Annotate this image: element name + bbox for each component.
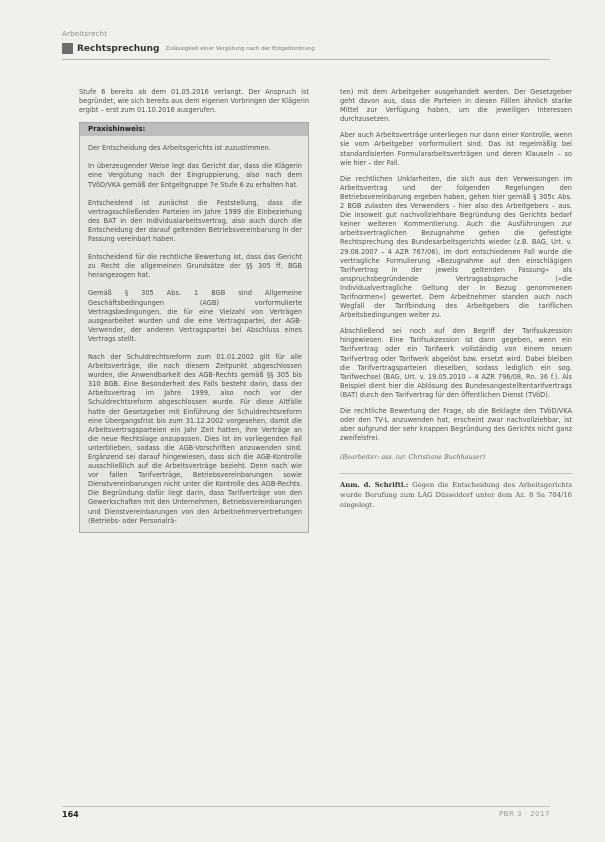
praxis-paragraph: In überzeugender Weise legt das Gericht dar, dass die Klägerin eine Vergütung nach der Eingruppierung, also nach dem TVöD/VKA gemäß der Entgeltgruppe 7e Stufe 6 zu erhalten hat.: [88, 162, 302, 189]
left-column: [79, 88, 309, 533]
section-label: Arbeitsrecht: [62, 30, 108, 38]
praxis-paragraph: Der Entscheidung des Arbeitsgerichts ist zuzustimmen.: [88, 144, 271, 153]
praxis-paragraph: Entscheidend für die rechtliche Bewertung ist, dass das Gericht zu Recht die allgemeinen Grundsätze der §§ 305 ff. BGB herangezogen hat.: [88, 253, 302, 280]
praxis-box: [79, 122, 309, 532]
note-label: Anm. d. Schriftl.:: [340, 481, 409, 490]
header-subtitle: Zulässigkeit einer Vergütung nach der Entgeltordnung: [165, 45, 315, 52]
praxis-paragraph: Entscheidend ist zunächst die Feststellung, dass die vertragsschließenden Parteien im Jahre 1999 die Einbeziehung des BAT in den Individualarbeitsvertrag, also auch durch die Entscheidung der darauf geltenden Betriebsvereinbarung in der Fassung vereinbart haben.: [88, 198, 302, 244]
editor-note: [340, 481, 572, 510]
body-paragraph: Die rechtliche Bewertung der Frage, ob die Beklagte den TVöD/VKA oder den TV-L anzuwenden hat, erscheint zwar nachvollziehbar, ist aber aufgrund der sehr knappen Begründung des Gerichts nicht ganz zweifelsfrei.: [340, 407, 572, 443]
issue-label: PBR 3 · 2017: [498, 810, 550, 818]
body-paragraph: Abschließend sei noch auf den Begriff der Tarifsukzession hingewiesen. Eine Tarifsukzession ist dann gegeben, wenn ein Tarifvertrag oder ein Tarifwerk vollständig von einem neuen Tarifvertrag oder Tarifwerk abgelöst bzw. ersetzt wird. Dabei bleiben die Tarifvertragsparteien dieselben, sodass lediglich ein sog. Tarifwechsel (BAG, Urt. v. 19.05.2010 – 4 AZR 796/08, Rn. 36 f.). Als Beispiel dient hier die Ablösung des Bundesangestelltentarifvertrags (BAT) durch den Tarifvertrag für den öffentlichen Dienst (TVöD).: [340, 327, 572, 399]
praxis-paragraph: Gemäß § 305 Abs. 1 BGB sind Allgemeine Geschäftsbedingungen (AGB) vorformulierte Vertragsbedingungen, die für eine Vielzahl von Verträgen ausgearbeitet wurden und die eine Vertragspartei, der AGB-Verwender, der anderen Vertragspartei bei Abschluss eines Vertrags stellt.: [88, 289, 302, 343]
header-square-icon: [62, 43, 73, 54]
running-header: [62, 43, 315, 54]
author-line: (Bearbeiter: ass. iur. Christiane Buchhauser): [340, 453, 486, 462]
praxis-title: Praxishinweis:: [80, 123, 308, 136]
body-paragraph: Die rechtlichen Unklarheiten, die sich aus den Verweisungen im Arbeitsvertrag und der folgenden Regelungen den Betriebsvereinbarung ergeben haben, gehen hier gemäß § 305c Abs. 2 BGB zulasten des Verwenders – hier also des Arbeitgebers – aus. Die insoweit gut nachvollziehbare Begründung des Gerichts bedarf keiner weiteren Kommentierung. Auch die Ausführungen zur arbeitsvertraglichen Bezugnahme gehen die gefestigte Rechtsprechung des Bundesarbeitsgerichts wieder (z.B. BAG, Urt. v. 29.08.2007 – 4 AZR 767/06), im dort entschiedenen Fall wurde die vertragliche Formulierung »Bezugnahme auf den einschlägigen Tarifvertrag in der jeweils geltenden Fassung« als anspruchsbegründende Vertragsabsprache (»die Individualvertragliche Geltung der in Bezug genommenen Tarifnormen«) gewertet. Dem Arbeitnehmer standen auch nach Wegfall der Tarifbindung des Arbeitgebers die tariflichen Arbeitsbedingungen weiter zu.: [340, 174, 572, 320]
praxis-paragraph: Nach der Schuldrechtsreform zum 01.01.2002 gilt für alle Arbeitsverträge, die nach diesem Zeitpunkt abgeschlossen wurden, die Anwendbarkeit des AGB-Rechts gemäß §§ 305 bis 310 BGB. Eine Besonderheit des Falls besteht darin, dass der Arbeitsvertrag im Jahre 1999, also noch vor der Schuldrechtsreform abgeschlossen wurde. Für diese Altfälle hatte der Gesetzgeber mit Einführung der Schuldrechtsreform eine Übergangsfrist bis zum 31.12.2002 vorgesehen, damit die Arbeitsvertragsparteien ein Jahr Zeit hatten, ihre Verträge an die neue Rechtslage anzupassen. Dies ist im vorliegenden Fall unterblieben, sodass die AGB-Vorschriften anzuwenden sind. Ergänzend sei darauf hingewiesen, dass sich die AGB-Kontrolle ausschließlich auf die Arbeitsverträge bezieht. Denn nach wie vor fallen Tarifverträge, Betriebsvereinbarungen sowie Dienstvereinbarungen nicht unter die Kontrolle des AGB-Rechts. Die Begründung dafür liegt darin, dass Tarifverträge von den Gewerkschaften mit den Unternehmen, Betriebsvereinbarungen und Dienstvereinbarungen von den Arbeitnehmervertretungen (Betriebs- oder Personalrä-: [88, 352, 302, 525]
body-paragraph: ten) mit dem Arbeitgeber ausgehandelt werden. Der Gesetzgeber geht davon aus, dass die Parteien in diesen Fällen ähnlich starke Mittel zur Verfügung haben, um die jeweiligen Interessen durchzusetzen.: [340, 88, 572, 124]
page-number: 164: [62, 810, 79, 819]
note-divider: [340, 473, 572, 474]
right-column: [340, 88, 572, 510]
header-title: Rechtsprechung: [77, 43, 160, 54]
note-text: Gegen die Entscheidung des Arbeitsgerichts wurde Berufung zum LAG Düsseldorf unter dem Az. 8 Sa 704/16 eingelegt.: [340, 481, 572, 509]
header-rule: [62, 59, 550, 60]
footer-rule: [62, 806, 550, 807]
intro-paragraph: Stufe 6 bereits ab dem 01.05.2016 verlangt. Der Anspruch ist begründet, wie sich bereits aus dem eigenen Vorbringen der Klägerin ergibt – erst zum 01.10.2016 ausgerufen.: [79, 88, 309, 115]
body-paragraph: Aber auch Arbeitsverträge unterliegen nur dann einer Kontrolle, wenn sie vom Arbeitgeber vorformuliert sind. Das ist regelmäßig bei standardisierten Formulararbeitsverträgen und deren Klauseln – so wie hier – der Fall.: [340, 131, 572, 167]
